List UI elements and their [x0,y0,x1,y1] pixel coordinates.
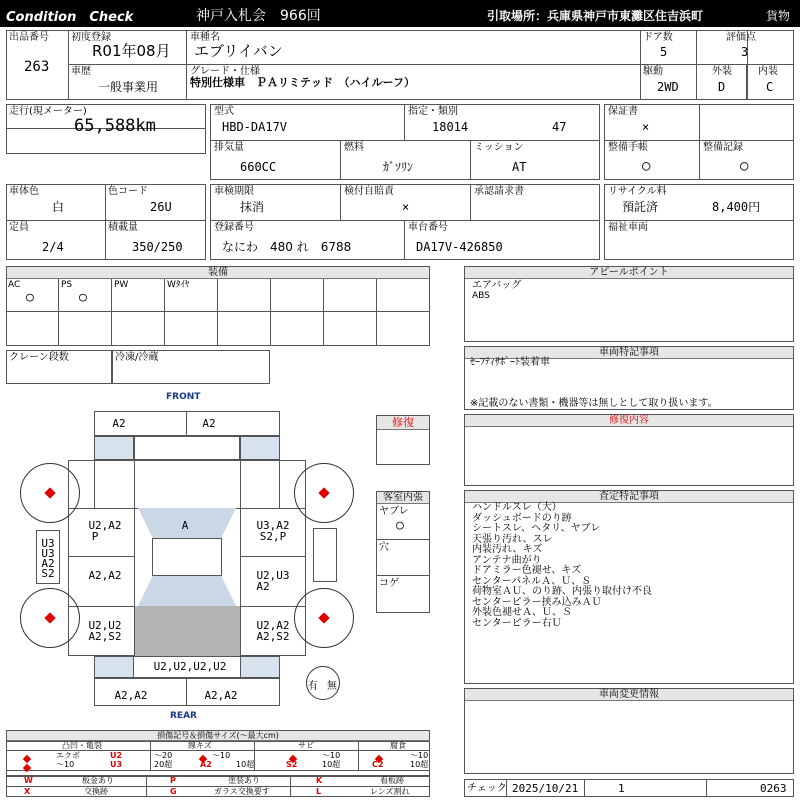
note-line: ハンドルスレ（大） [472,502,562,513]
left-side-4: S2 [41,567,55,580]
front-label: FRONT [166,392,201,402]
crane-label: クレーン段数 [9,352,69,363]
maint-record: ○ [740,158,749,174]
left-front-door-2: P [91,530,99,543]
legend-k-desc: 看板跡 [380,776,404,785]
cabin-burn-label: コゲ [379,578,399,589]
legend-gt10-b: 10超 [322,760,341,769]
legend-title: 損傷記号＆損傷サイズ(〜最大cm) [7,731,429,741]
mileage: 65,588km [74,116,156,136]
lot-no-label: 出品番号 [9,32,49,43]
legend-lt10-d: 〜10 [410,751,429,760]
appeal-line-2: ABS [472,291,490,301]
inspection: 抹消 [240,200,265,214]
fuel: ｶﾞｿﾘﾝ [383,160,414,174]
note-line: ドアミラー色褪せ、キズ [472,565,582,576]
cabin-title: 客室内張 [377,492,429,504]
legend-u2: U2 [110,751,123,760]
mileage-label: 走行(現メーター) [9,106,87,117]
maint-book-label: 整備手帳 [608,142,648,153]
rating: 3 [741,45,749,59]
legend-g: G [170,787,177,796]
note-line: 外装色褪せＡ、Ｕ、Ｓ [472,607,572,618]
right-front-door-1: U3,A2 [256,519,290,532]
designation-label: 指定・類別 [408,106,458,117]
inspection-label: 車検期限 [214,186,254,197]
reg-no: なにわ 480 れ 6788 [222,240,352,254]
equip-ac-value: ○ [26,290,34,305]
note-line: 天張り汚れ、スレ [472,533,553,545]
inspection-cert: × [402,200,410,214]
legend-k: K [316,776,323,785]
model-label: 型式 [214,106,234,117]
legend-gt20: 20超 [154,760,173,769]
welfare-label: 福祉車両 [608,222,648,233]
cabin-hole-label: 穴 [379,542,389,553]
legend-u3: U3 [110,760,123,769]
transmission: AT [512,160,527,174]
displacement-label: 排気量 [214,142,244,153]
header-bar [0,0,800,27]
interior: C [766,80,774,94]
legend-lt10-b: 〜10 [212,751,231,760]
check-label: チェック [467,783,507,794]
drive: 2WD [657,80,679,94]
legend-g-desc: ガラス交換要す [214,787,270,796]
legend-x-desc: 交換跡 [84,787,108,796]
doors: 5 [660,45,668,59]
grade: 特別仕様車 ＰＡリミテッド （ハイルーフ） [190,76,415,89]
legend-gt10-a: 10超 [236,760,255,769]
legend-s2: S2 [286,760,298,769]
left-rear-1: U2,U2 [88,619,122,632]
wheel-front-left [20,463,80,523]
diamond-icon [24,761,30,774]
wheel-rear-left [20,588,80,648]
capacity-label: 定員 [9,222,29,233]
note-line: センターピラー挟み込みＡＵ [472,596,602,608]
hood: A [181,519,189,532]
left-rear-2: A2,S2 [88,630,122,643]
legend-cat3: サビ [298,741,314,750]
interior-label: 内装 [758,66,778,77]
model: HBD-DA17V [222,120,288,134]
legend-gt10-c: 10超 [410,760,429,769]
legend-w: W [24,776,33,785]
car-name-label: 車種名 [190,32,220,43]
legend-cat1: 凸凹・亀裂 [62,741,102,750]
check-date: 2025/10/21 [512,782,579,795]
legend-lt20: 〜20 [154,751,173,760]
legend-l: L [316,787,322,796]
left-mid: A2,A2 [88,569,122,582]
drive-label: 駆動 [643,66,663,77]
equipment-title: 装備 [7,267,429,279]
legend-lt10-a: 〜10 [56,760,75,769]
note-line: 内装汚れ、キズ [472,544,543,555]
first-reg: R01年08月 [92,42,171,60]
vehicle-type: 貨物 [766,9,791,23]
rear-top: U2,U2,U2,U2 [153,660,227,673]
check-num: 1 [618,782,625,795]
right-front-door-2: S2,P [259,530,287,543]
recycle-status: 預託済 [622,200,659,214]
rating-label: 評価点 [726,32,756,43]
color-code: 26U [150,200,172,214]
recycle-label: リサイクル料 [608,186,667,197]
chassis: DA17V-426850 [416,240,503,254]
doors-label: ドア数 [643,32,673,43]
history-label: 車歴 [71,66,91,77]
note-line: アンテナ曲がり [472,554,542,566]
displacement: 660CC [240,160,277,174]
left-side-2: U3 [41,547,55,560]
chassis-label: 車台番号 [408,222,448,233]
repair-title: 修復 [377,416,429,430]
legend-c2: C2 [372,760,384,769]
transmission-label: ミッション [474,142,524,153]
left-front-door-1: U2,A2 [88,519,122,532]
exterior-label: 外装 [712,66,732,77]
warranty-label: 保証書 [608,106,638,117]
note-line: センターパネルＡ、Ｕ、Ｓ [472,575,592,587]
equip-ps-label: PS [61,280,73,290]
equip-wtire-label: Wﾀｲﾔ [167,280,190,290]
reg-no-label: 登録番号 [214,222,254,233]
repair-content-title: 修復内容 [465,415,793,427]
maint-record-label: 整備記録 [703,142,743,153]
inspection-notes-title: 査定特記事項 [465,491,793,503]
exterior: D [718,80,726,94]
maint-book: ○ [642,158,651,174]
body-color-label: 車体色 [9,186,39,197]
approval-label: 承認請求書 [474,186,524,197]
special-title: 車両特記事項 [465,347,793,359]
right-mid-2: A2 [256,580,270,593]
classification: 47 [552,120,567,134]
fuel-label: 燃料 [344,142,364,153]
left-side-3: A2 [41,557,55,570]
legend-cat2: 線キズ [188,741,212,750]
grade-label: グレード・仕様 [190,66,260,77]
front-top-right: A2 [202,417,216,430]
body-color: 白 [52,200,65,214]
spare-no: 無 [327,681,337,692]
equip-ps-value: ○ [79,290,87,305]
equip-ac-label: AC [8,280,21,290]
legend-cat4: 腐食 [390,741,406,750]
legend-lt10-c: 〜10 [322,751,341,760]
history: 一般事業用 [98,80,159,94]
front-top-left: A2 [112,417,126,430]
wheel-front-right [294,463,354,523]
capacity: 2/4 [42,240,64,254]
right-mid-1: U2,U3 [256,569,290,582]
appeal-title: アピールポイント [465,267,793,279]
rear-bottom-right: A2,A2 [204,689,238,702]
legend-ekubo: エクボ [56,751,80,760]
note-line: センターピラー右Ｕ [472,617,562,629]
changes-title: 車両変更情報 [465,689,793,701]
lot-no: 263 [24,59,50,75]
special-note: ※記載のない書類・機器等は無しとして取り扱います。 [470,398,718,409]
inspection-cert-label: 検付自賠責 [344,186,394,197]
legend-l-desc: レンズ割れ [370,787,410,796]
note-line: シートスレ、ヘタリ、ヤブレ [472,523,601,534]
legend-a2: A2 [200,760,212,769]
check-lot: 0263 [760,782,787,795]
equip-pw-label: PW [114,280,129,290]
legend-p: P [170,776,176,785]
special-line-1: ｾｰﾌﾃｨｻﾎﾟｰﾄ装着車 [470,357,550,368]
appeal-line-1: エアバッグ [472,280,522,291]
rear-label: REAR [170,711,197,721]
right-rear-2: A2,S2 [256,630,290,643]
load: 350/250 [132,240,183,254]
right-rear-1: U2,A2 [256,619,290,632]
cabin-tear: ○ [396,518,404,533]
legend-p-desc: 塗装あり [228,776,260,785]
color-code-label: 色コード [108,186,148,197]
car-name: エブリイバン [194,42,283,60]
left-side-1: U3 [41,537,55,550]
note-line: 荷物室ＡＵ、のり跡、内張り取付け不良 [472,586,652,597]
legend-w-desc: 板金あり [82,776,114,785]
freezer-label: 冷凍/冷蔵 [115,352,159,363]
auction-name: 神戸入札会 966回 [196,8,321,24]
pickup-location: 引取場所：兵庫県神戸市東灘区住吉浜町 [487,9,704,23]
spare-yes: 有 [308,681,318,692]
cabin-tear-label: ヤブレ [379,506,409,517]
legend-x: X [24,787,31,796]
condition-check-title: Condition Check [6,10,134,25]
note-line: ダッシュボードのり跡 [472,512,572,524]
first-reg-label: 初度登録 [71,32,111,43]
designation: 18014 [432,120,469,134]
rear-bottom-left: A2,A2 [114,689,148,702]
recycle-fee: 8,400円 [712,200,761,214]
load-label: 積載量 [108,222,138,233]
wheel-rear-right [294,588,354,648]
warranty: × [642,120,650,134]
inspection-notes-list [472,503,652,629]
